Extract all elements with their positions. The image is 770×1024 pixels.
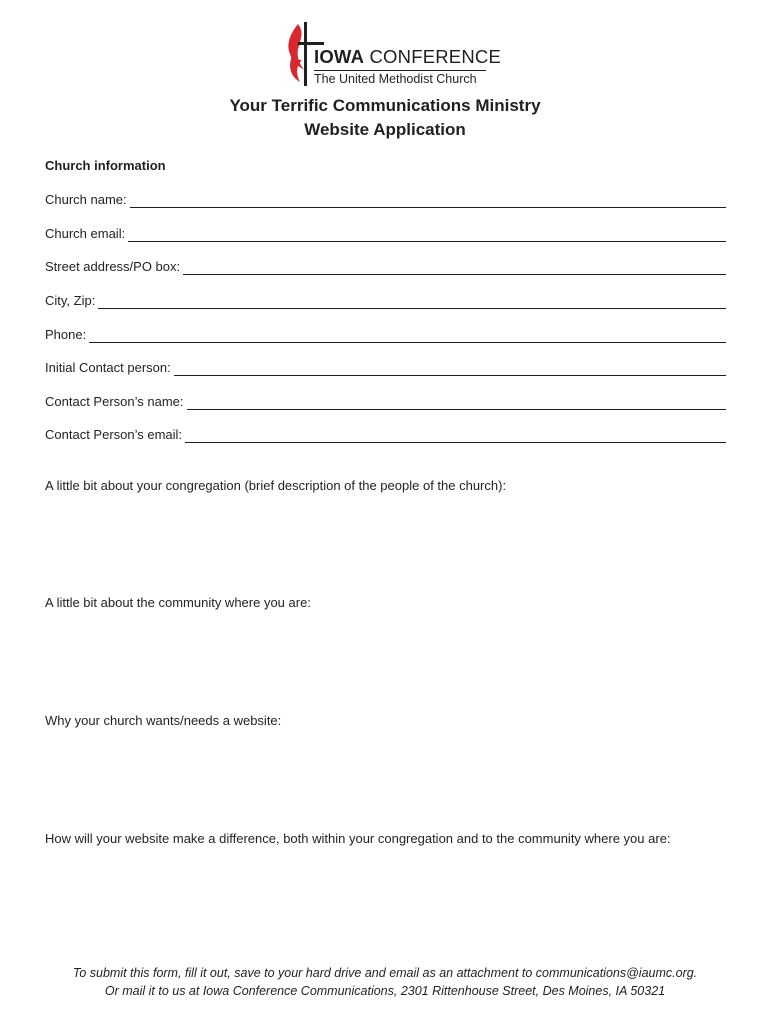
- footer-line1: To submit this form, fill it out, save to your hard drive and email as an attachment to communications@iaumc.org.: [72, 966, 698, 980]
- logo: [284, 20, 501, 88]
- footer-line2: Or mail it to us at Iowa Conference Communications, 2301 Rittenhouse Street, Des Moines, IA 50321: [104, 984, 666, 998]
- field-label: City, Zip:: [45, 293, 96, 308]
- field-label: Initial Contact person:: [45, 360, 171, 375]
- church-name-input-line[interactable]: [130, 194, 726, 208]
- church-email-input-line[interactable]: [128, 228, 726, 242]
- street-address-field: [45, 258, 726, 275]
- phone-input-line[interactable]: [89, 329, 726, 343]
- contact-email-field: [45, 426, 726, 443]
- contact-name-field: [45, 393, 726, 410]
- logo-wordmark: IOWA CONFERENCE: [314, 46, 501, 67]
- field-label: Contact Person’s email:: [45, 427, 183, 442]
- church-name-field: [45, 191, 726, 208]
- contact-name-input-line[interactable]: [187, 396, 727, 410]
- initial-contact-field: [45, 359, 726, 376]
- field-label: Church email:: [45, 226, 126, 241]
- question-congregation: A little bit about your congregation (brief description of the people of the church):: [45, 478, 507, 493]
- contact-email-input-line[interactable]: [185, 429, 726, 443]
- logo-subtitle: The United Methodist Church: [314, 72, 477, 86]
- street-address-input-line[interactable]: [183, 261, 726, 275]
- city-zip-input-line[interactable]: [98, 295, 726, 309]
- phone-field: [45, 326, 726, 343]
- logo-divider: [314, 70, 486, 71]
- section-heading: Church information: [45, 158, 166, 173]
- form-title-line1: Your Terrific Communications Ministry: [229, 96, 541, 115]
- city-zip-field: [45, 292, 726, 309]
- initial-contact-input-line[interactable]: [174, 362, 726, 376]
- question-community: A little bit about the community where you are:: [45, 595, 311, 610]
- field-label: Contact Person’s name:: [45, 394, 184, 409]
- form-title-line2: Website Application: [304, 120, 466, 139]
- question-difference: How will your website make a difference, both within your congregation and to the community where you are:: [45, 831, 671, 846]
- field-label: Street address/PO box:: [45, 259, 181, 274]
- field-label: Church name:: [45, 192, 127, 207]
- field-label: Phone:: [45, 327, 87, 342]
- church-email-field: [45, 225, 726, 242]
- question-why-website: Why your church wants/needs a website:: [45, 713, 282, 728]
